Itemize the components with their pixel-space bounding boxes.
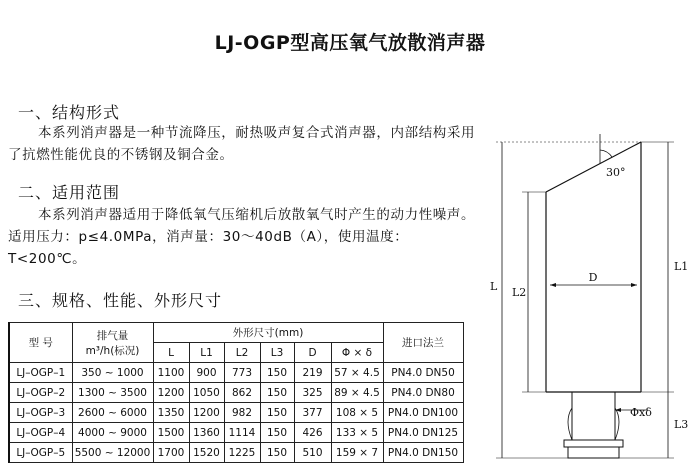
table-cell: 350 ~ 1000	[72, 363, 153, 383]
table-cell: 1360	[189, 423, 224, 443]
header-dim-L2: L2	[224, 343, 260, 363]
table-cell: 1500	[153, 423, 189, 443]
section-text-scope: 本系列消声器适用于降低氧气压缩机后放散氧气时产生的动力性噪声。适用压力：p≤4.0MPa，消声量：30～40dB（A），使用温度：T<200℃。	[8, 207, 476, 267]
section-heading-structure: 一、结构形式	[18, 103, 121, 122]
spec-table	[8, 322, 464, 463]
table-cell: 510	[294, 443, 331, 463]
l-label: L	[490, 280, 498, 293]
header-dim-D: D	[294, 343, 331, 363]
header-dim-L3: L3	[260, 343, 294, 363]
section-text-structure: 本系列消声器是一种节流降压，耐热吸声复合式消声器，内部结构采用了抗燃性能优良的不锈钢及铜合金。	[8, 125, 476, 163]
table-cell: 4000 ~ 9000	[72, 423, 153, 443]
table-cell: 219	[294, 363, 331, 383]
table-cell: 1225	[224, 443, 260, 463]
phi-label: Φxδ	[630, 406, 652, 419]
table-cell: 1300 ~ 3500	[72, 383, 153, 403]
table-cell: PN4.0 DN150	[383, 443, 463, 463]
table-cell: PN4.0 DN50	[383, 363, 463, 383]
flange-top	[564, 440, 623, 447]
table-cell: 57 × 4.5	[331, 363, 383, 383]
page-title: LJ-OGP型高压氧气放散消声器	[214, 32, 486, 54]
table-row	[9, 363, 463, 383]
header-model: 型 号	[9, 323, 72, 363]
silencer-diagram	[472, 120, 700, 474]
table-cell: 426	[294, 423, 331, 443]
table-cell: 1114	[224, 423, 260, 443]
table-cell: 108 × 5	[331, 403, 383, 423]
table-cell: 1200	[189, 403, 224, 423]
table-cell: 150	[260, 403, 294, 423]
header-dim-L: L	[153, 343, 189, 363]
table-cell: 1520	[189, 443, 224, 463]
table-cell: 89 × 4.5	[331, 383, 383, 403]
l3-label: L3	[674, 418, 689, 431]
table-cell: LJ–OGP–2	[9, 383, 72, 403]
table-row	[9, 383, 463, 403]
table-cell: 150	[260, 423, 294, 443]
header-flange: 进口法兰	[383, 323, 463, 363]
table-cell: PN4.0 DN125	[383, 423, 463, 443]
table-cell: 325	[294, 383, 331, 403]
table-cell: LJ–OGP–4	[9, 423, 72, 443]
body-slanted-top	[546, 142, 641, 192]
table-row	[9, 443, 463, 463]
table-cell: LJ–OGP–5	[9, 443, 72, 463]
table-cell: 900	[189, 363, 224, 383]
header-flow	[72, 323, 153, 363]
header-dim-phi: Φ × δ	[331, 343, 383, 363]
table-cell: LJ–OGP–3	[9, 403, 72, 423]
angle-label: 30°	[606, 166, 626, 179]
table-cell: 1100	[153, 363, 189, 383]
l1-label: L1	[674, 260, 689, 273]
d-label: D	[588, 271, 598, 284]
table-cell: 133 × 5	[331, 423, 383, 443]
table-cell: 1350	[153, 403, 189, 423]
table-cell: 773	[224, 363, 260, 383]
table-cell: 150	[260, 363, 294, 383]
header-flow-label: 排气量	[96, 329, 129, 342]
table-cell: 982	[224, 403, 260, 423]
table-cell: 150	[260, 443, 294, 463]
table-cell: 377	[294, 403, 331, 423]
table-row	[9, 423, 463, 443]
header-dim-L1: L1	[189, 343, 224, 363]
l2-label: L2	[512, 286, 527, 299]
angle-arc	[600, 150, 612, 157]
table-cell: 1200	[153, 383, 189, 403]
table-cell: PN4.0 DN100	[383, 403, 463, 423]
table-cell: 1700	[153, 443, 189, 463]
table-cell: 150	[260, 383, 294, 403]
section-heading-specs: 三、规格、性能、外形尺寸	[18, 291, 223, 310]
table-cell: 159 × 7	[331, 443, 383, 463]
header-flow-unit: m³/h(标况)	[85, 344, 140, 357]
table-cell: PN4.0 DN80	[383, 383, 463, 403]
table-cell: 2600 ~ 6000	[72, 403, 153, 423]
table-cell: LJ–OGP–1	[9, 363, 72, 383]
section-heading-scope: 二、适用范围	[18, 183, 121, 202]
table-cell: 1050	[189, 383, 224, 403]
table-cell: 5500 ~ 12000	[72, 443, 153, 463]
table-row	[9, 403, 463, 423]
flange-bottom	[568, 447, 619, 458]
header-dimensions: 外形尺寸(mm)	[153, 323, 383, 343]
table-cell: 862	[224, 383, 260, 403]
